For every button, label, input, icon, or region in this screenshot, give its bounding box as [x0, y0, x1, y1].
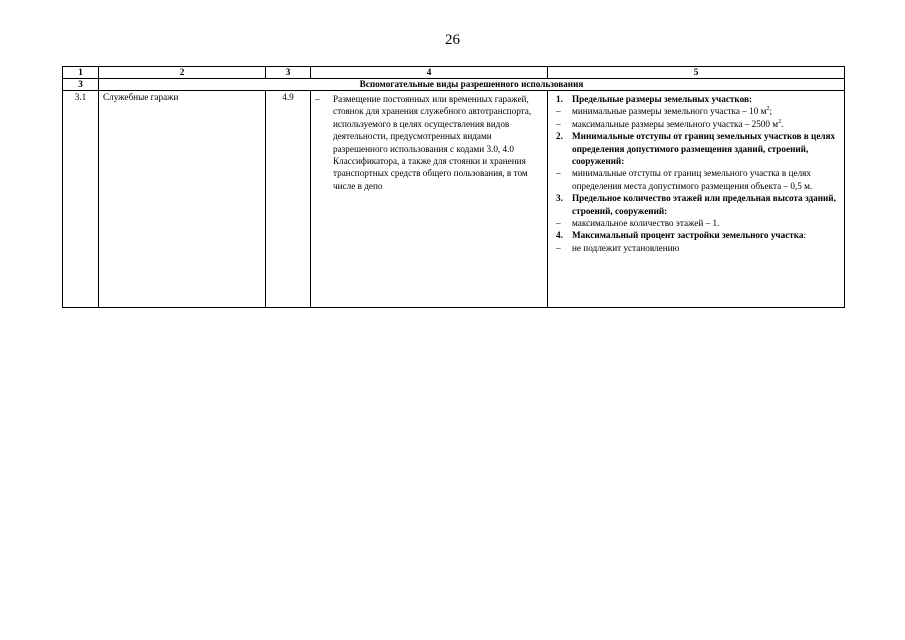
unit-exponent: 2 — [766, 106, 770, 113]
parameter-text: не подлежит установлению — [572, 242, 680, 253]
parameter-text: Предельные размеры земельных участков: — [572, 94, 752, 104]
parameters-cell — [548, 91, 845, 308]
zoning-table — [62, 66, 845, 308]
parameter-line — [556, 130, 838, 167]
parameter-line — [556, 229, 838, 241]
use-description-cell — [311, 91, 548, 308]
parameter-text: максимальное количество этажей – 1. — [572, 218, 720, 229]
parameter-line — [556, 118, 838, 130]
parameter-text: Минимальные отступы от границ земельных участков в целях определения допустимого размещения зданий, строений, сооружений: — [572, 131, 836, 167]
parameter-line — [556, 93, 838, 105]
parameter-marker: – — [556, 106, 561, 117]
parameters-list — [552, 91, 840, 256]
header-col-5: 5 — [548, 67, 845, 79]
parameter-marker: – — [556, 168, 561, 179]
section-title: Вспомогательные виды разрешенного использования — [99, 79, 845, 91]
header-col-2: 2 — [99, 67, 266, 79]
parameter-marker: 4. — [556, 230, 563, 241]
parameter-line — [556, 192, 838, 217]
header-col-3: 3 — [266, 67, 311, 79]
parameter-marker: – — [556, 218, 561, 229]
parameter-marker: 2. — [556, 131, 563, 142]
row-number: 3.1 — [63, 91, 99, 308]
header-col-4: 4 — [311, 67, 548, 79]
parameter-text: Предельное количество этажей или предельная высота зданий, строений, сооружений: — [572, 193, 836, 216]
section-number: 3 — [63, 79, 99, 91]
description-dash: – — [315, 94, 320, 104]
section-row — [63, 79, 845, 91]
parameter-line — [556, 217, 838, 229]
parameter-marker: – — [556, 118, 561, 129]
page-number: 26 — [445, 32, 460, 48]
parameter-text: Максимальный процент застройки земельного участка: — [572, 230, 807, 241]
header-col-1: 1 — [63, 67, 99, 79]
parameter-marker: – — [556, 242, 561, 253]
header-row — [63, 67, 845, 79]
parameter-line — [556, 242, 838, 254]
use-name: Служебные гаражи — [99, 91, 266, 308]
parameter-text: максимальные размеры земельного участка – 2500 $м^2$. — [572, 118, 784, 129]
parameter-text: минимальные размеры земельного участка – 10 $м^2$; — [572, 106, 772, 117]
parameter-line — [556, 105, 838, 117]
unit-exponent: 2 — [778, 118, 782, 125]
parameter-text: минимальные отступы от границ земельного участка в целях определения места допустимого размещения объекта – 0,5 м. — [572, 168, 813, 191]
classifier-code: 4.9 — [266, 91, 311, 308]
parameter-marker: 3. — [556, 193, 563, 204]
use-description: Размещение постоянных или временных гаражей, стоянок для хранения служебного автотранспорта, используемого в целях осуществления видов деятельности, предусмотренных видами разрешенного использования с кодами 3.0, 4.0 Классификатора, а также для стоянки и хранения транспортных средств общего пользования, в том числе в депо — [333, 94, 532, 191]
parameter-line — [556, 167, 838, 192]
parameter-marker: 1. — [556, 94, 563, 104]
table-row — [63, 91, 845, 308]
